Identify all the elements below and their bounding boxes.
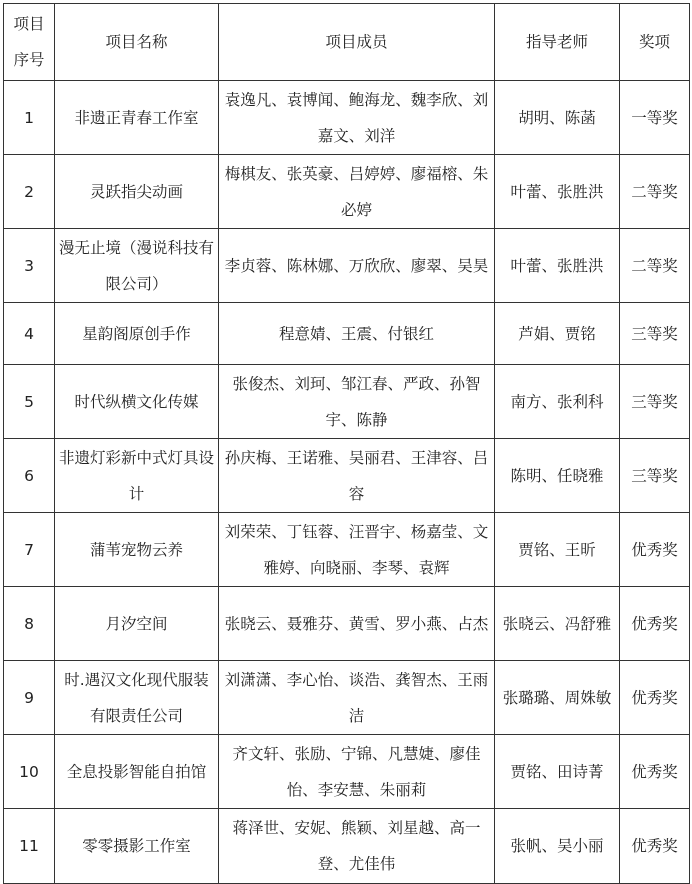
cell-award: 优秀奖 xyxy=(620,587,690,661)
cell-award: 优秀奖 xyxy=(620,513,690,587)
cell-no: 11 xyxy=(4,809,55,884)
table-row xyxy=(4,365,690,439)
cell-no: 1 xyxy=(4,81,55,155)
cell-award: 二等奖 xyxy=(620,155,690,229)
cell-advisors: 陈明、任晓雅 xyxy=(495,439,620,513)
cell-no: 10 xyxy=(4,735,55,809)
cell-members: 刘荣荣、丁钰蓉、汪晋宇、杨嘉莹、文雅婷、向晓丽、李琴、袁辉 xyxy=(219,513,495,587)
cell-advisors: 芦娟、贾铭 xyxy=(495,303,620,365)
cell-members: 张晓云、聂雅芬、黄雪、罗小燕、占杰 xyxy=(219,587,495,661)
table-row xyxy=(4,661,690,735)
cell-no: 7 xyxy=(4,513,55,587)
header-no-line1: 项目 xyxy=(13,15,45,33)
header-row xyxy=(4,4,690,81)
table-row xyxy=(4,439,690,513)
cell-name: 月汐空间 xyxy=(55,587,219,661)
cell-advisors: 胡明、陈菡 xyxy=(495,81,620,155)
cell-no: 2 xyxy=(4,155,55,229)
cell-name: 非遗灯彩新中式灯具设计 xyxy=(55,439,219,513)
header-award: 奖项 xyxy=(620,4,690,81)
cell-no: 3 xyxy=(4,229,55,303)
cell-award: 优秀奖 xyxy=(620,735,690,809)
table-row xyxy=(4,809,690,884)
cell-name: 时代纵横文化传媒 xyxy=(55,365,219,439)
header-no xyxy=(4,4,55,81)
cell-award: 一等奖 xyxy=(620,81,690,155)
cell-name: 蒲苇宠物云养 xyxy=(55,513,219,587)
cell-name: 非遗正青春工作室 xyxy=(55,81,219,155)
table-row xyxy=(4,229,690,303)
cell-name: 漫无止境（漫说科技有限公司） xyxy=(55,229,219,303)
table-row xyxy=(4,513,690,587)
table-row xyxy=(4,303,690,365)
cell-name: 灵跃指尖动画 xyxy=(55,155,219,229)
cell-members: 梅棋友、张英豪、吕婷婷、廖福榕、朱必婷 xyxy=(219,155,495,229)
table-row xyxy=(4,587,690,661)
cell-award: 三等奖 xyxy=(620,439,690,513)
header-advisors: 指导老师 xyxy=(495,4,620,81)
cell-advisors: 南方、张利科 xyxy=(495,365,620,439)
cell-award: 优秀奖 xyxy=(620,661,690,735)
cell-no: 5 xyxy=(4,365,55,439)
cell-no: 6 xyxy=(4,439,55,513)
cell-members: 李贞蓉、陈林娜、万欣欣、廖翠、吴昊 xyxy=(219,229,495,303)
cell-advisors: 叶蕾、张胜洪 xyxy=(495,155,620,229)
cell-advisors: 贾铭、王昕 xyxy=(495,513,620,587)
cell-award: 二等奖 xyxy=(620,229,690,303)
cell-advisors: 叶蕾、张胜洪 xyxy=(495,229,620,303)
cell-advisors: 贾铭、田诗菁 xyxy=(495,735,620,809)
cell-members: 齐文轩、张励、宁锦、凡慧婕、廖佳怡、李安慧、朱丽莉 xyxy=(219,735,495,809)
header-name: 项目名称 xyxy=(55,4,219,81)
cell-award: 优秀奖 xyxy=(620,809,690,884)
header-members: 项目成员 xyxy=(219,4,495,81)
cell-members: 张俊杰、刘珂、邹江春、严政、孙智宇、陈静 xyxy=(219,365,495,439)
cell-members: 蒋泽世、安妮、熊颖、刘星越、高一登、尤佳伟 xyxy=(219,809,495,884)
cell-members: 孙庆梅、王诺雅、吴丽君、王津容、吕容 xyxy=(219,439,495,513)
cell-advisors: 张帆、吴小丽 xyxy=(495,809,620,884)
cell-award: 三等奖 xyxy=(620,303,690,365)
cell-no: 4 xyxy=(4,303,55,365)
table-row xyxy=(4,735,690,809)
cell-name: 时.遇汉文化现代服装有限责任公司 xyxy=(55,661,219,735)
cell-advisors: 张晓云、冯舒雅 xyxy=(495,587,620,661)
cell-no: 9 xyxy=(4,661,55,735)
cell-members: 袁逸凡、袁博闻、鲍海龙、魏李欣、刘嘉文、刘洋 xyxy=(219,81,495,155)
cell-members: 程意婧、王震、付银红 xyxy=(219,303,495,365)
cell-name: 全息投影智能自拍馆 xyxy=(55,735,219,809)
table-row xyxy=(4,81,690,155)
table-row xyxy=(4,155,690,229)
header-no-line2: 序号 xyxy=(13,51,45,69)
cell-no: 8 xyxy=(4,587,55,661)
cell-advisors: 张璐璐、周姝敏 xyxy=(495,661,620,735)
cell-members: 刘潇潇、李心怡、谈浩、龚智杰、王雨洁 xyxy=(219,661,495,735)
cell-name: 零零摄影工作室 xyxy=(55,809,219,884)
cell-award: 三等奖 xyxy=(620,365,690,439)
cell-name: 星韵阁原创手作 xyxy=(55,303,219,365)
award-table xyxy=(3,3,690,884)
